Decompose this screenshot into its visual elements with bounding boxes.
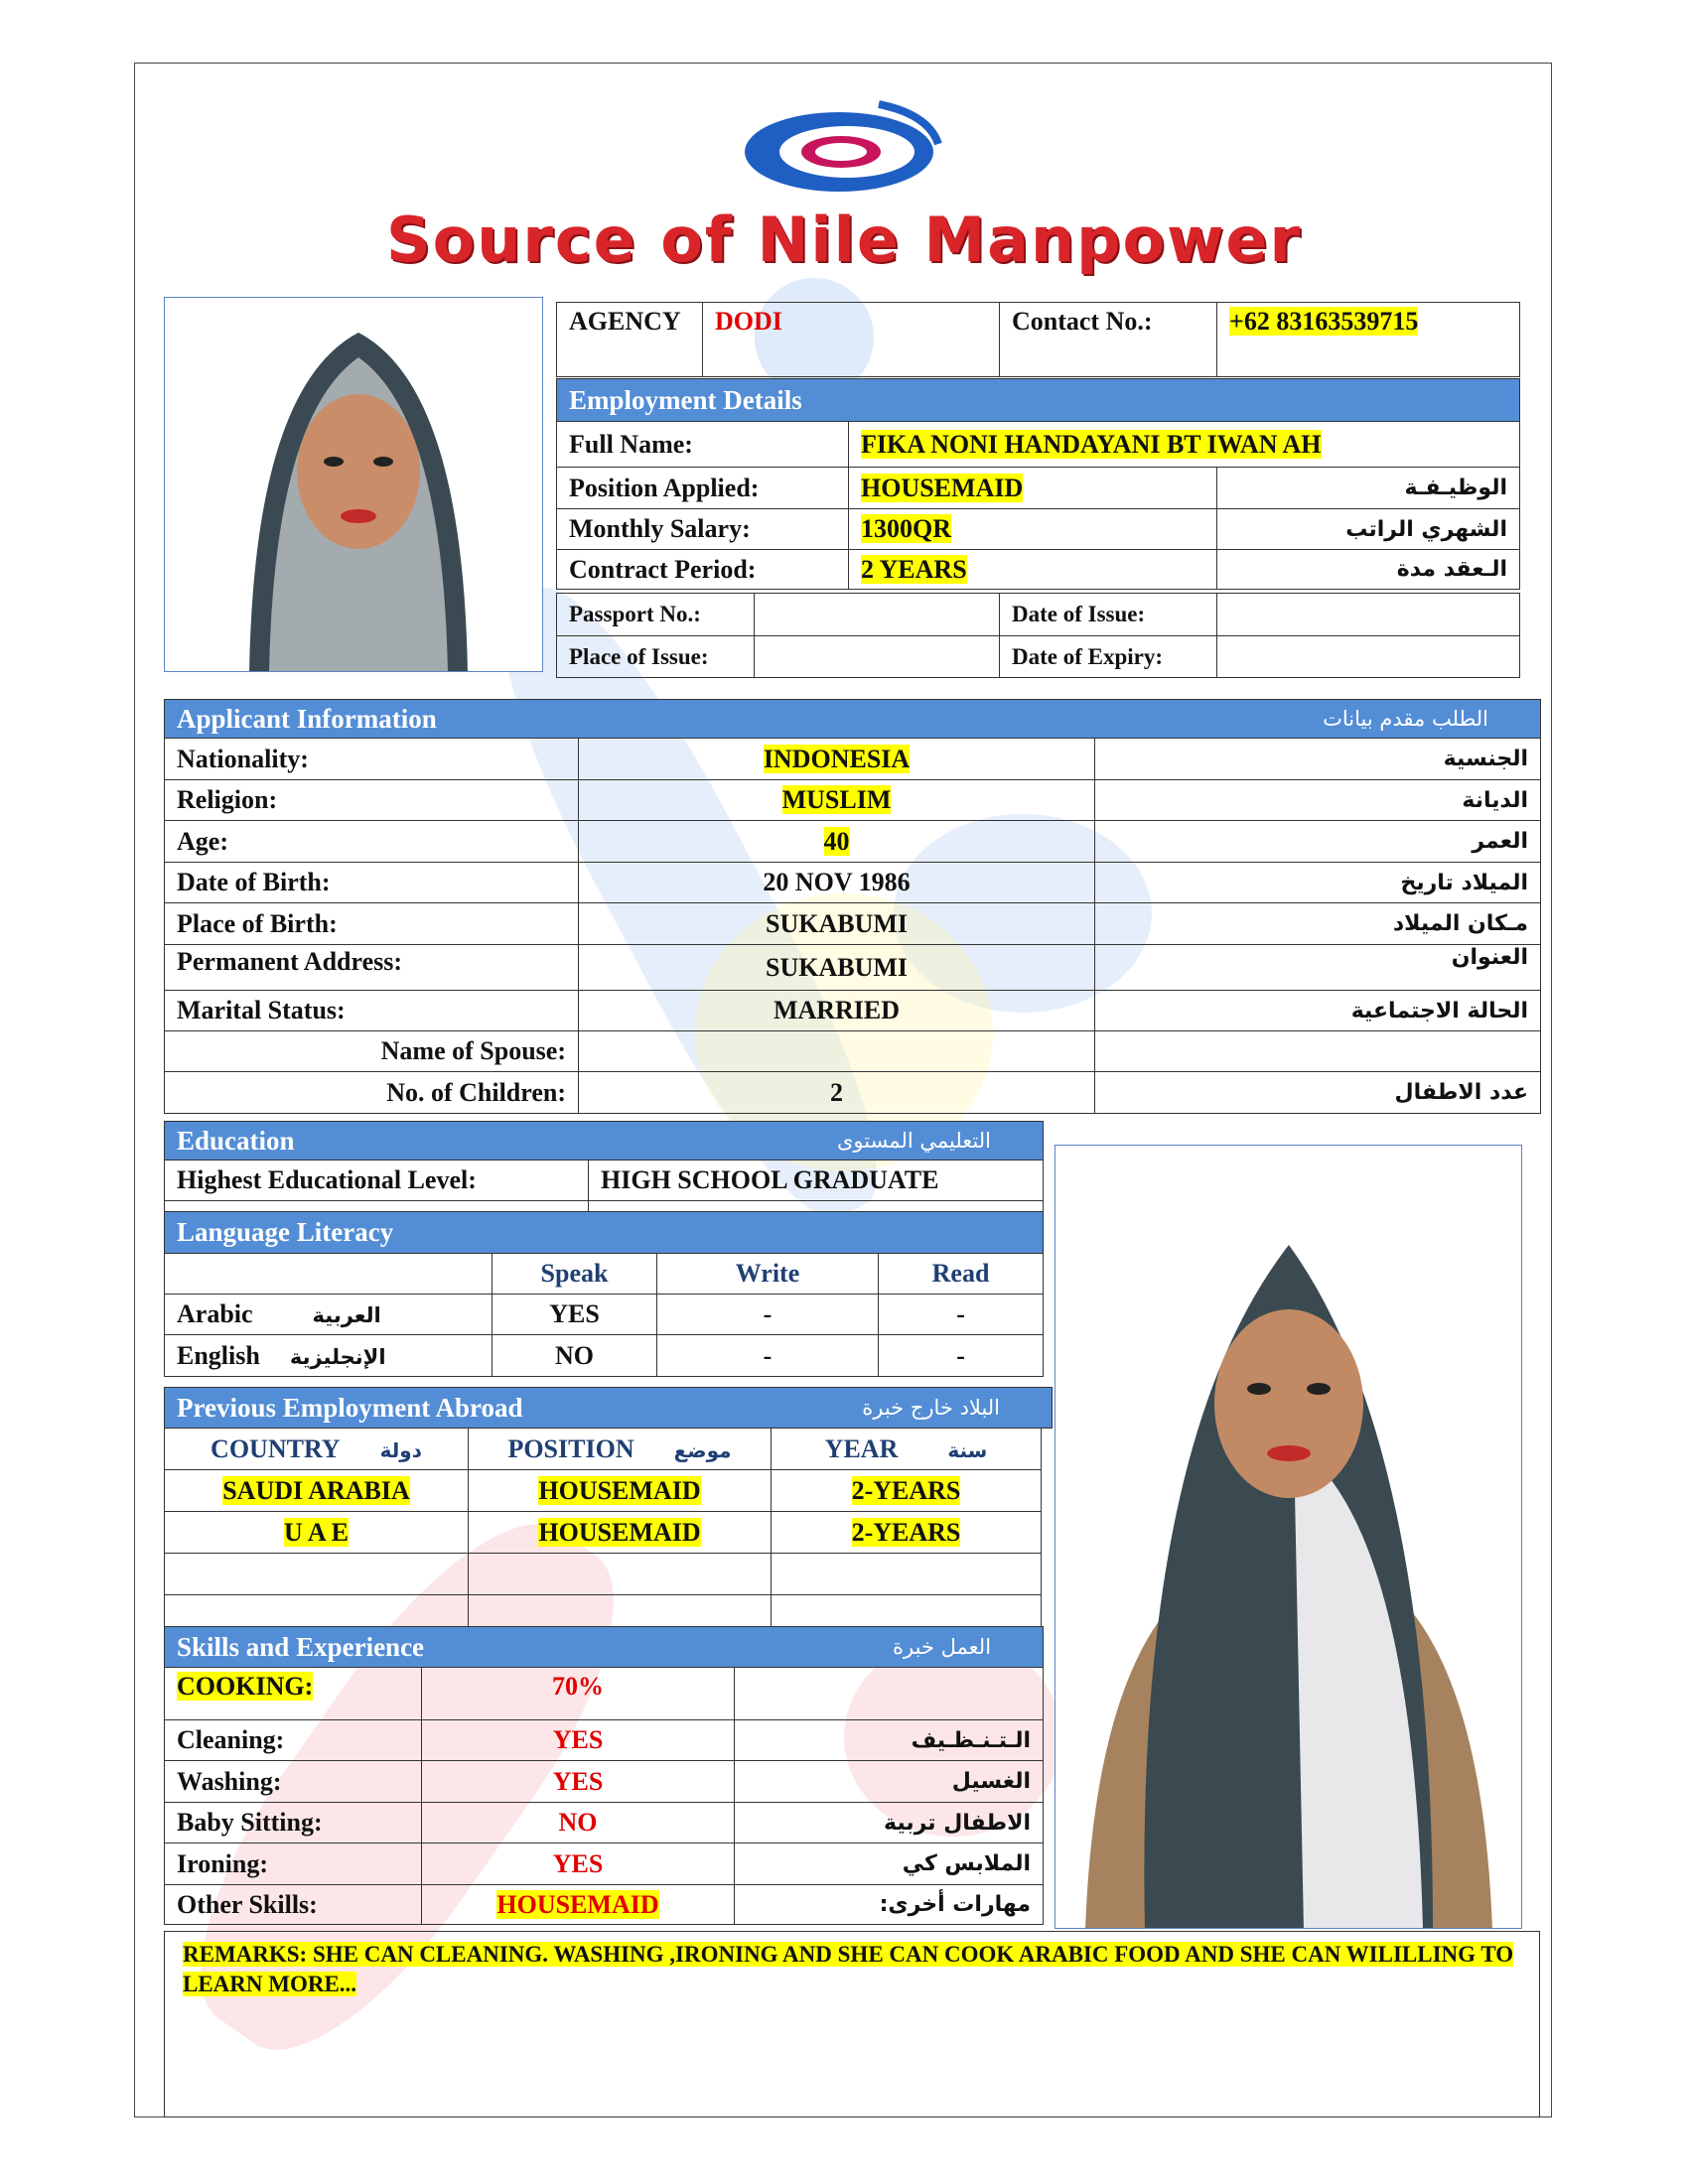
applicant-info-table (164, 699, 1541, 1114)
skills-table (164, 1626, 1044, 1925)
cleaning-label: Cleaning: (165, 1720, 422, 1761)
skills-header-ar: العمل خبرة (893, 1635, 992, 1659)
cleaning-label-ar: الـتـنـظـيف (735, 1720, 1044, 1761)
date-expiry-label: Date of Expiry: (1000, 636, 1217, 678)
nationality-label-ar: الجنسية (1095, 739, 1541, 780)
marital-label-ar: الحالة الاجتماعية (1095, 991, 1541, 1031)
education-value: HIGH SCHOOL GRADUATE (589, 1160, 1044, 1201)
read-header: Read (879, 1254, 1044, 1295)
education-table (164, 1121, 1044, 1212)
ironing-value: YES (422, 1843, 735, 1885)
spouse-label-ar (1095, 1031, 1541, 1072)
cooking-label: COOKING: (177, 1672, 314, 1701)
table-row (165, 1595, 1053, 1627)
salary-value: 1300QR (861, 514, 951, 543)
religion-label: Religion: (165, 780, 579, 821)
position-value: HOUSEMAID (538, 1517, 701, 1547)
position-label: Position Applied: (557, 468, 849, 509)
address-label-ar: العنوان (1095, 945, 1541, 991)
spouse-label: Name of Spouse: (165, 1031, 579, 1072)
cleaning-value: YES (422, 1720, 735, 1761)
age-label-ar: العمر (1095, 821, 1541, 863)
applicant-full-photo (1055, 1145, 1522, 1929)
english-speak: NO (492, 1335, 657, 1377)
nationality-label: Nationality: (165, 739, 579, 780)
full-body-portrait-icon (1055, 1146, 1522, 1929)
previous-employment-header: Previous Employment Abroad (177, 1392, 523, 1423)
contract-label: Contract Period: (557, 550, 849, 590)
speak-header: Speak (492, 1254, 657, 1295)
full-name-value: FIKA NONI HANDAYANI BT IWAN AH (861, 429, 1322, 459)
table-row (165, 1512, 1053, 1554)
other-skills-label-ar: مهارات أخرى: (735, 1885, 1044, 1925)
passport-value (755, 594, 1000, 636)
contract-value: 2 YEARS (861, 554, 967, 584)
education-header: Education (177, 1125, 295, 1156)
babysitting-label-ar: الاطفال تربية (735, 1803, 1044, 1843)
country-header-ar: دولة (379, 1437, 422, 1462)
company-name: Source of Nile Manpower (385, 204, 1303, 276)
pob-value: SUKABUMI (579, 903, 1095, 945)
nationality-value: INDONESIA (763, 744, 911, 773)
marital-label: Marital Status: (165, 991, 579, 1031)
table-row (165, 1470, 1053, 1512)
religion-value: MUSLIM (781, 785, 892, 814)
ironing-label: Ironing: (165, 1843, 422, 1885)
children-label: No. of Children: (165, 1072, 579, 1114)
cooking-value: 70% (422, 1668, 735, 1720)
applicant-info-header-ar: الطلب مقدم بيانات (1323, 707, 1489, 731)
contract-label-ar: الـعقد مدة (1217, 550, 1520, 590)
other-skills-label: Other Skills: (165, 1885, 422, 1925)
children-label-ar: عدد الاطفال (1095, 1072, 1541, 1114)
other-skills-value: HOUSEMAID (496, 1889, 659, 1919)
position-value: HOUSEMAID (861, 473, 1024, 502)
address-label: Permanent Address: (165, 945, 579, 991)
washing-value: YES (422, 1761, 735, 1803)
year-value: 2-YEARS (851, 1475, 961, 1505)
position-header: POSITION (507, 1433, 634, 1463)
year-value: 2-YEARS (851, 1517, 961, 1547)
dob-label-ar: الميلاد تاريخ (1095, 863, 1541, 903)
passport-table (556, 593, 1520, 678)
place-issue-label: Place of Issue: (557, 636, 755, 678)
agency-value: DODI (703, 303, 1000, 377)
country-value: U A E (283, 1517, 350, 1547)
year-header: YEAR (824, 1433, 899, 1463)
address-value: SUKABUMI (579, 945, 1095, 991)
applicant-info-header: Applicant Information (177, 703, 437, 734)
write-header: Write (657, 1254, 879, 1295)
passport-label: Passport No.: (557, 594, 755, 636)
place-issue-value (755, 636, 1000, 678)
portrait-icon (165, 298, 543, 672)
education-label: Highest Educational Level: (165, 1160, 589, 1201)
arabic-write: - (657, 1295, 879, 1335)
position-label-ar: الوظيـفـة (1217, 468, 1520, 509)
previous-employment-table (164, 1387, 1053, 1627)
babysitting-value: NO (422, 1803, 735, 1843)
education-header-ar: التعليمي المستوى (836, 1129, 991, 1153)
agency-table (556, 302, 1520, 377)
full-name-label: Full Name: (557, 422, 849, 468)
english-write: - (657, 1335, 879, 1377)
dob-value: 20 NOV 1986 (579, 863, 1095, 903)
spouse-value (579, 1031, 1095, 1072)
washing-label-ar: الغسيل (735, 1761, 1044, 1803)
country-header: COUNTRY (211, 1433, 341, 1463)
contact-value: +62 83163539715 (1229, 307, 1419, 336)
date-issue-label: Date of Issue: (1000, 594, 1217, 636)
language-english: English (177, 1340, 260, 1370)
pob-label-ar: مـكان الميلاد (1095, 903, 1541, 945)
position-value: HOUSEMAID (538, 1475, 701, 1505)
arabic-read: - (879, 1295, 1044, 1335)
language-table (164, 1211, 1044, 1377)
country-value: SAUDI ARABIA (222, 1475, 410, 1505)
date-issue-value (1217, 594, 1520, 636)
salary-label-ar: الشهري الراتب (1217, 509, 1520, 550)
salary-label: Monthly Salary: (557, 509, 849, 550)
english-read: - (879, 1335, 1044, 1377)
employment-details-header: Employment Details (557, 379, 1520, 422)
date-expiry-value (1217, 636, 1520, 678)
babysitting-label: Baby Sitting: (165, 1803, 422, 1843)
remarks-text: REMARKS: SHE CAN CLEANING. WASHING ,IRONING AND SHE CAN COOK ARABIC FOOD AND SHE CAN WILILLING TO LEARN MORE... (183, 1942, 1514, 1996)
children-value: 2 (579, 1072, 1095, 1114)
arabic-speak: YES (492, 1295, 657, 1335)
language-arabic-ar: العربية (312, 1303, 381, 1327)
washing-label: Washing: (165, 1761, 422, 1803)
applicant-portrait (164, 297, 543, 672)
agency-label: AGENCY (557, 303, 703, 377)
religion-label-ar: الديانة (1095, 780, 1541, 821)
pob-label: Place of Birth: (165, 903, 579, 945)
position-header-ar: موضع (673, 1437, 732, 1462)
contact-label: Contact No.: (1000, 303, 1217, 377)
age-value: 40 (823, 826, 850, 856)
swirl-logo-icon (730, 94, 948, 199)
ironing-label-ar: الملابس كي (735, 1843, 1044, 1885)
language-english-ar: الإنجليزية (289, 1344, 386, 1369)
age-label: Age: (165, 821, 579, 863)
remarks-box (164, 1931, 1540, 2117)
language-arabic: Arabic (177, 1299, 253, 1328)
skills-header: Skills and Experience (177, 1631, 425, 1662)
year-header-ar: سنة (947, 1437, 988, 1462)
language-header: Language Literacy (165, 1212, 1044, 1254)
marital-value: MARRIED (579, 991, 1095, 1031)
dob-label: Date of Birth: (165, 863, 579, 903)
previous-employment-header-ar: البلاد خارج خبرة (862, 1396, 1001, 1420)
table-row (165, 1554, 1053, 1595)
employment-details-table (556, 378, 1520, 590)
